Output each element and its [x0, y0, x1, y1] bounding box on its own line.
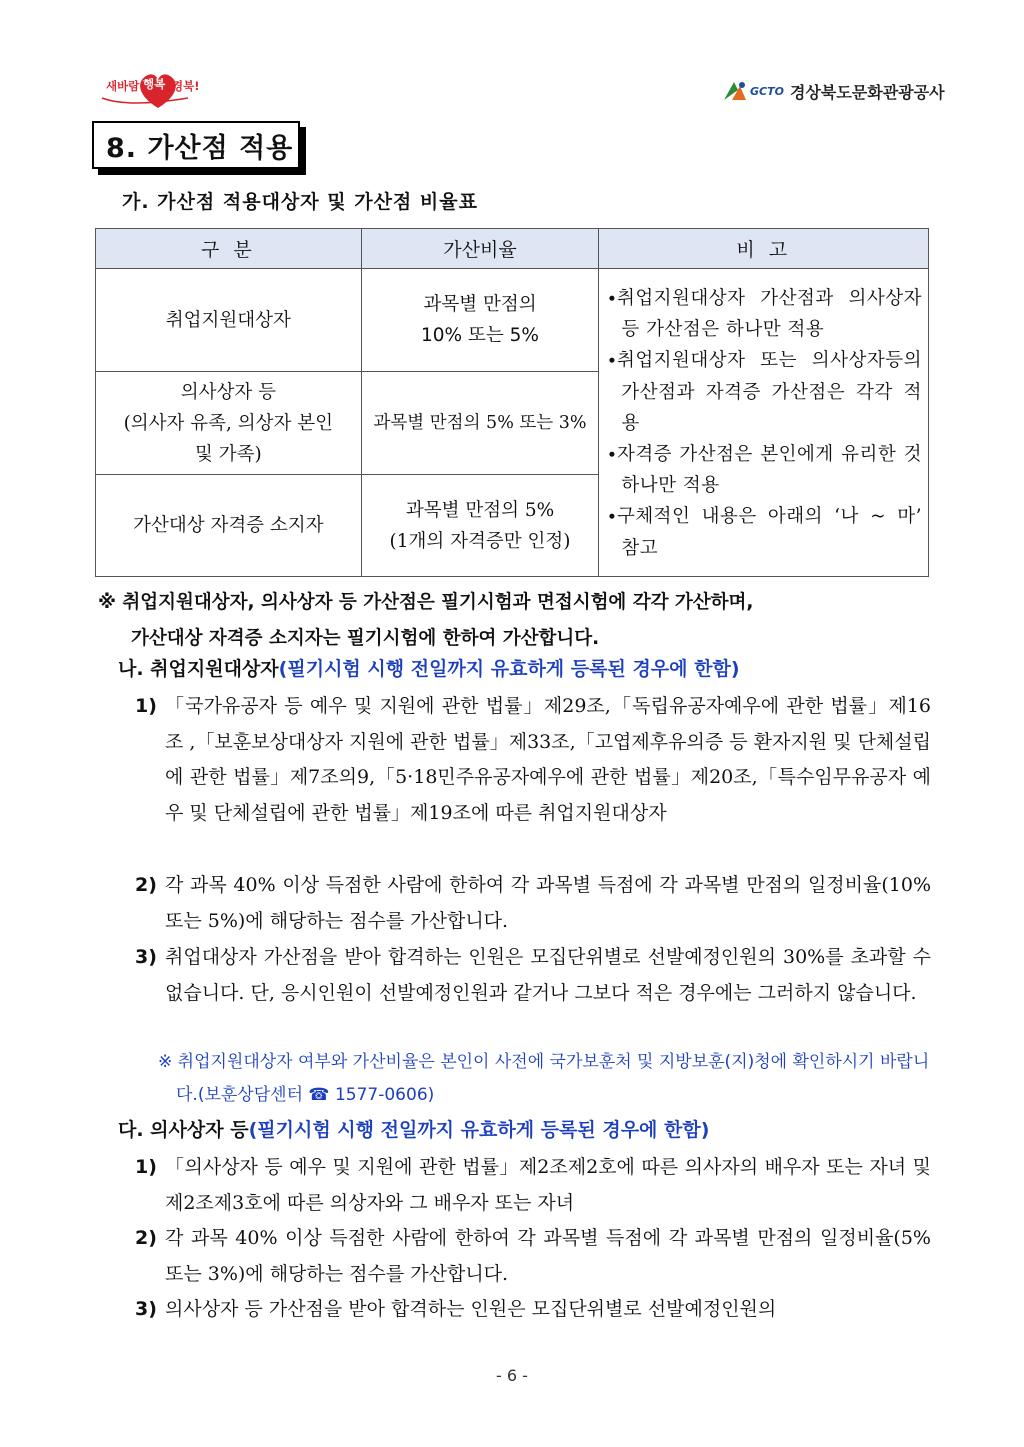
section-title: 8. 가산점 적용: [92, 121, 300, 169]
item-text: 「국가유공자 등 예우 및 지원에 관한 법률」제29조,「독립유공자예우에 관한 법률」제16조 ,「보훈보상대상자 지원에 관한 법률」제33조,「고엽제후유의증 등 환자지원 및 단체설립에 관한 법률」제7조의9,「5·18민주유공자예우에 관한 법률」제20조,「특수임무유공자 예우 및 단체설립에 관한 법률」제19조에 따른 취업지원대상자: [165, 695, 931, 824]
table-cell: 과목별 만점의 5% 또는 3%: [361, 372, 599, 475]
table-cell: [361, 269, 599, 372]
brand-logo-left: [88, 68, 208, 112]
table-cell: 가산대상 자격증 소지자: [96, 475, 362, 577]
list-item: [135, 940, 931, 1011]
item-number: 1): [135, 1156, 157, 1178]
rate-line: 10% 또는 5%: [421, 325, 539, 346]
logo-text-1: 새바람: [106, 79, 140, 93]
item-number: 3): [135, 1298, 157, 1320]
warning-line: ※ 취업지원대상자, 의사상자 등 가산점은 필기시험과 면접시험에 각각 가산하며,: [98, 592, 754, 613]
item-number: 2): [135, 874, 157, 896]
page-number: - 6 -: [496, 1366, 528, 1385]
note-text: ※ 취업지원대상자 여부와 가산비율은 본인이 사전에 국가보훈처 및 지방보훈(지)청에 확인하시기 바랍니다.(보훈상담센터 ☎ 1577-0606): [158, 1052, 930, 1105]
table-header: 구 분: [96, 229, 362, 269]
subsection-b-heading: [118, 651, 740, 687]
list-item: [135, 1150, 931, 1221]
list-item: [135, 1221, 931, 1292]
logo-text-2: 행복: [143, 77, 166, 91]
note-item: ∙구체적인 내용은 아래의 ‘나 ~ 마’ 참고: [607, 506, 922, 559]
item-text: 취업대상자 가산점을 받아 합격하는 인원은 모집단위별로 선발예정인원의 30%를 초과할 수 없습니다. 단, 응시인원이 선발예정인원과 같거나 그보다 적은 경우에는 그러하지 않습니다.: [165, 946, 931, 1004]
table-cell: [361, 475, 599, 577]
subsection-c-heading: [118, 1112, 709, 1148]
item-text: 각 과목 40% 이상 득점한 사람에 한하여 각 과목별 득점에 각 과목별 만점의 일정비율(10% 또는 5%)에 해당하는 점수를 가산합니다.: [165, 874, 931, 932]
list-item: [135, 689, 931, 831]
table-header: 비 고: [599, 229, 929, 269]
item-number: 1): [135, 695, 157, 717]
category-line: 의사상자 등: [180, 381, 276, 403]
note-item: ∙취업지원대상자 또는 의사상자등의 가산점과 자격증 가산점은 각각 적용: [607, 350, 922, 434]
subsection-condition: (필기시험 시행 전일까지 유효하게 등록된 경우에 한함): [248, 1119, 710, 1141]
rate-line: (1개의 자격증만 인정): [389, 530, 571, 552]
subsection-title: 다. 의사상자 등: [118, 1119, 249, 1141]
table-header: 가산비율: [361, 229, 599, 269]
bonus-rate-table: [95, 228, 929, 577]
category-line: 및 가족): [194, 443, 262, 465]
warning-line: 가산대상 자격증 소지자는 필기시험에 한하여 가산합니다.: [131, 628, 600, 649]
item-text: 의사상자 등 가산점을 받아 합격하는 인원은 모집단위별로 선발예정인원의: [165, 1298, 777, 1320]
rate-line: 과목별 만점의 5%: [405, 499, 555, 521]
item-number: 3): [135, 946, 157, 968]
table-cell: [96, 372, 362, 475]
boohun-note: [158, 1046, 932, 1112]
brand-logo-right: [722, 76, 945, 106]
note-item: ∙취업지원대상자 가산점과 의사상자 등 가산점은 하나만 적용: [607, 288, 922, 341]
item-text: 「의사상자 등 예우 및 지원에 관한 법률」제2조제2호에 따른 의사자의 배우자 또는 자녀 및 제2조제3호에 따른 의상자와 그 배우자 또는 자녀: [165, 1156, 931, 1214]
warning-note: [98, 585, 938, 657]
list-item: [135, 1292, 931, 1328]
table-note-cell: [599, 269, 929, 577]
item-number: 2): [135, 1227, 157, 1249]
gcto-text: GCTO: [750, 84, 784, 98]
item-text: 각 과목 40% 이상 득점한 사람에 한하여 각 과목별 득점에 각 과목별 만점의 일정비율(5% 또는 3%)에 해당하는 점수를 가산합니다.: [165, 1227, 931, 1285]
subsection-a-title: 가. 가산점 적용대상자 및 가산점 비율표: [122, 191, 478, 213]
table-row: [96, 269, 929, 372]
org-name: 경상북도문화관광공사: [789, 82, 945, 102]
subsection-condition: (필기시험 시행 전일까지 유효하게 등록된 경우에 한함): [278, 658, 740, 680]
subsection-title: 나. 취업지원대상자: [118, 658, 279, 680]
gcto-mark-icon: [722, 80, 748, 102]
logo-text-3: 경북!: [172, 79, 200, 93]
list-item: [135, 868, 931, 939]
rate-line: 과목별 만점의: [423, 294, 537, 315]
category-line: (의사자 유족, 의상자 본인: [123, 412, 334, 434]
table-header-row: [96, 229, 929, 269]
table-cell: 취업지원대상자: [96, 269, 362, 372]
note-item: ∙자격증 가산점은 본인에게 유리한 것 하나만 적용: [607, 444, 922, 497]
